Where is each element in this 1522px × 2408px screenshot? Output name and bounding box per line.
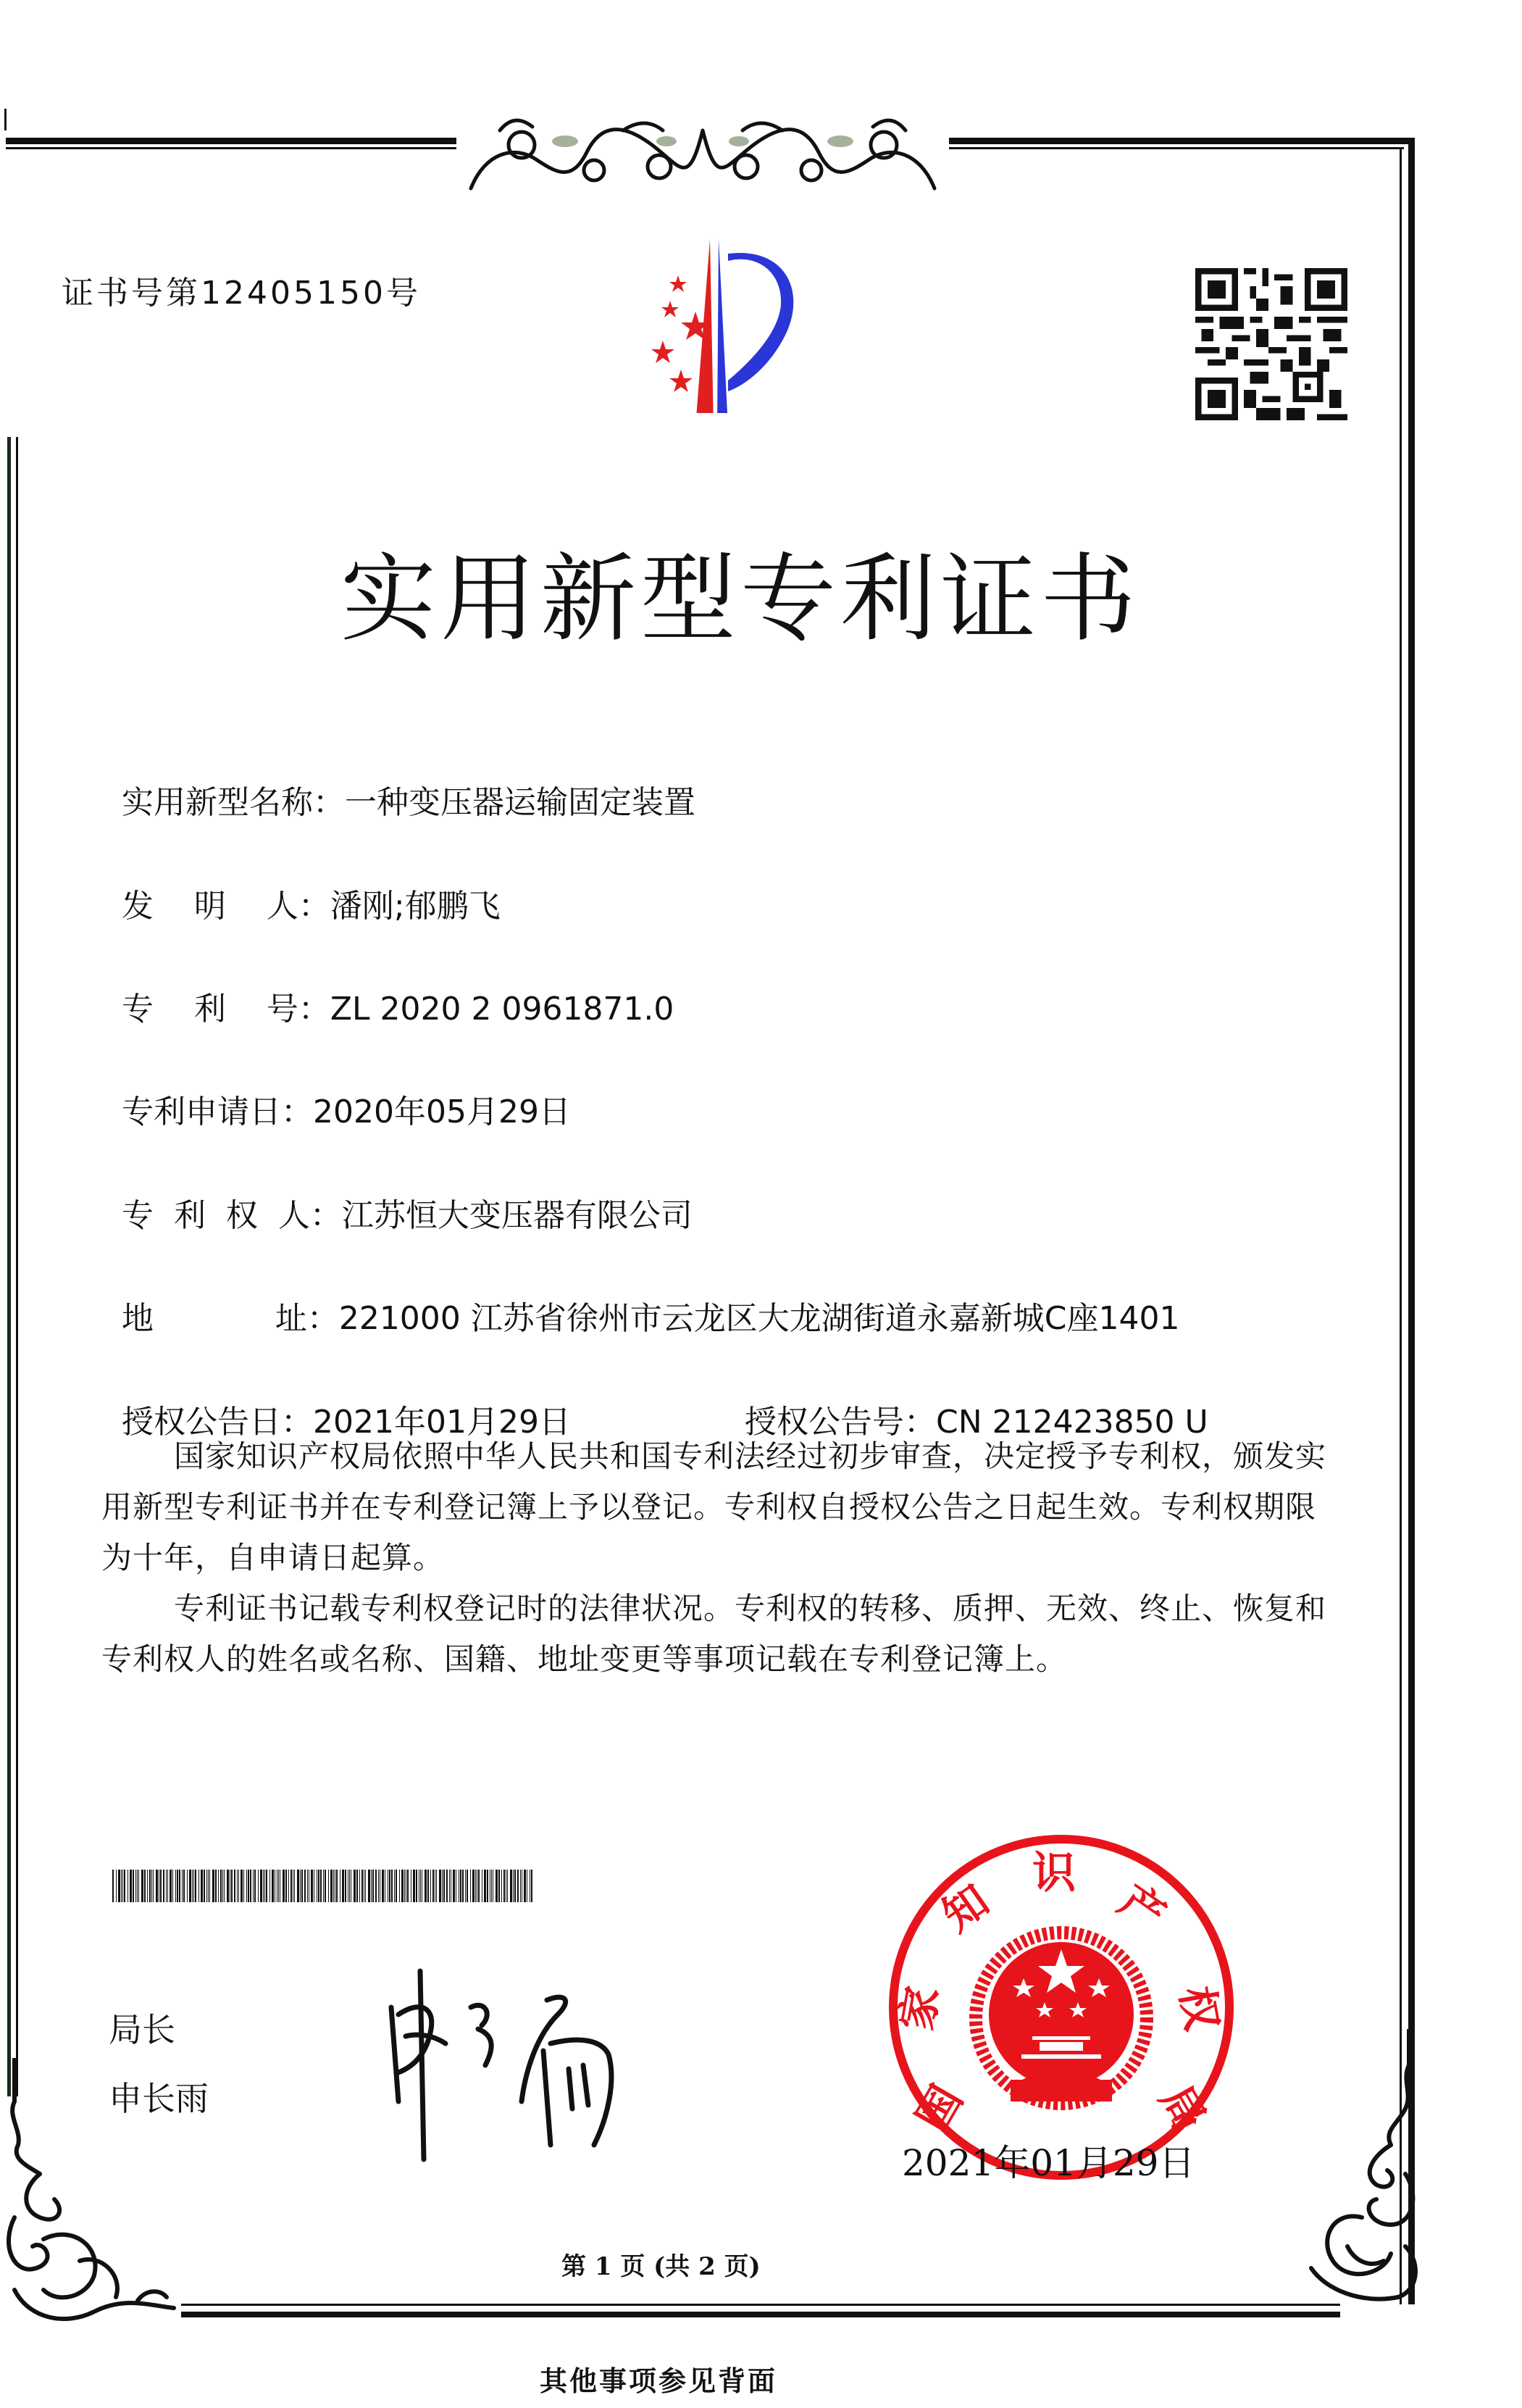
barcode-bar bbox=[475, 1870, 476, 1902]
field-utility-model-name bbox=[101, 739, 695, 822]
barcode-bar bbox=[215, 1870, 217, 1902]
barcode-bar bbox=[260, 1870, 262, 1902]
barcode-bar bbox=[462, 1870, 464, 1902]
field-grant-publication-number bbox=[724, 1359, 1208, 1442]
barcode-bar bbox=[401, 1870, 404, 1902]
barcode-bar bbox=[151, 1870, 152, 1902]
barcode-bar bbox=[222, 1870, 223, 1902]
barcode-bar bbox=[501, 1870, 502, 1902]
field-label: 地 址： bbox=[121, 1300, 339, 1337]
barcode-bar bbox=[472, 1870, 474, 1902]
barcode-bar bbox=[153, 1870, 154, 1902]
barcode-bar bbox=[243, 1870, 244, 1902]
barcode-bar bbox=[514, 1870, 516, 1902]
barcode-bar bbox=[432, 1870, 434, 1902]
field-value: 2020年05月29日 bbox=[312, 1093, 571, 1130]
dragon-ornament-icon bbox=[456, 101, 949, 203]
barcode-bar bbox=[359, 1870, 360, 1902]
barcode-bar bbox=[304, 1870, 306, 1902]
barcode-bar bbox=[206, 1870, 207, 1902]
field-label: 授权公告日： bbox=[121, 1404, 313, 1441]
barcode-bar bbox=[118, 1870, 120, 1902]
barcode-bar bbox=[300, 1870, 301, 1902]
frame-left-border-inner bbox=[16, 437, 18, 2096]
barcode-bar bbox=[420, 1870, 421, 1902]
barcode-bar bbox=[246, 1870, 247, 1902]
barcode-bar bbox=[496, 1870, 498, 1902]
barcode-bar bbox=[183, 1870, 185, 1902]
barcode-bar bbox=[372, 1870, 374, 1902]
barcode-bar bbox=[160, 1870, 162, 1902]
barcode-bar bbox=[283, 1870, 285, 1902]
barcode-bar bbox=[130, 1870, 132, 1902]
barcode-bar bbox=[275, 1870, 276, 1902]
barcode-bar bbox=[391, 1870, 393, 1902]
field-patentee bbox=[101, 1152, 693, 1236]
barcode-bar bbox=[425, 1870, 427, 1902]
barcode-bar bbox=[177, 1870, 178, 1902]
barcode-bar bbox=[491, 1870, 492, 1902]
field-value: 江苏恒大变压器有限公司 bbox=[341, 1197, 693, 1234]
barcode-bar bbox=[356, 1870, 358, 1902]
svg-text:产: 产 bbox=[1109, 1875, 1175, 1942]
svg-text:家: 家 bbox=[891, 1982, 949, 2035]
barcode-bar bbox=[278, 1870, 279, 1902]
barcode-bar bbox=[133, 1870, 134, 1902]
barcode-bar bbox=[272, 1870, 274, 1902]
certificate-title: 实用新型专利证书 bbox=[340, 543, 1140, 655]
barcode-bar bbox=[121, 1870, 122, 1902]
barcode-bar bbox=[368, 1870, 370, 1902]
barcode-bar bbox=[208, 1870, 209, 1902]
barcode-bar bbox=[198, 1870, 199, 1902]
barcode-bar bbox=[336, 1870, 338, 1902]
barcode-bar bbox=[513, 1870, 514, 1902]
barcode-bar bbox=[449, 1870, 450, 1902]
barcode-bar bbox=[288, 1870, 289, 1902]
footer-note: 其他事项参见背面 bbox=[540, 2365, 778, 2397]
barcode-bar bbox=[375, 1870, 377, 1902]
svg-text:知: 知 bbox=[933, 1875, 999, 1942]
barcode-bar bbox=[328, 1870, 329, 1902]
barcode-bar bbox=[294, 1870, 295, 1902]
qr-code-icon[interactable] bbox=[1195, 268, 1347, 420]
certificate-number: 证书号第12405150号 bbox=[62, 275, 421, 312]
barcode-bar bbox=[465, 1870, 466, 1902]
barcode-bar bbox=[297, 1870, 299, 1902]
barcode-bar bbox=[378, 1870, 379, 1902]
barcode-bar bbox=[507, 1870, 508, 1902]
barcode-bar bbox=[135, 1870, 136, 1902]
barcode-bar bbox=[250, 1870, 251, 1902]
barcode-bar bbox=[167, 1870, 168, 1902]
barcode-bar bbox=[470, 1870, 471, 1902]
svg-text:识: 识 bbox=[1032, 1848, 1076, 1899]
barcode-bar bbox=[307, 1870, 308, 1902]
field-label: 发 明 人： bbox=[121, 888, 330, 925]
barcode-bar bbox=[189, 1870, 191, 1902]
barcode-bar bbox=[179, 1870, 180, 1902]
barcode-bar bbox=[124, 1870, 125, 1902]
barcode-bar bbox=[517, 1870, 519, 1902]
barcode-bar bbox=[467, 1870, 468, 1902]
frame-left-border bbox=[7, 437, 11, 2096]
barcode-bar bbox=[460, 1870, 461, 1902]
barcode-bar bbox=[127, 1870, 128, 1902]
barcode-bar bbox=[218, 1870, 219, 1902]
barcode-bar bbox=[318, 1870, 319, 1902]
barcode-bar bbox=[427, 1870, 429, 1902]
barcode-bar bbox=[382, 1870, 384, 1902]
barcode-bar bbox=[166, 1870, 167, 1902]
barcode-bar bbox=[141, 1870, 143, 1902]
barcode-bar bbox=[137, 1870, 138, 1902]
seal-date: 2021年01月29日 bbox=[902, 2142, 1195, 2184]
field-patent-number bbox=[101, 946, 674, 1029]
barcode-bar bbox=[231, 1870, 233, 1902]
barcode-bar bbox=[453, 1870, 455, 1902]
barcode-bar bbox=[238, 1870, 239, 1902]
barcode-bar bbox=[187, 1870, 188, 1902]
barcode-bar bbox=[264, 1870, 265, 1902]
barcode-bar bbox=[182, 1870, 183, 1902]
field-label: 专利申请日： bbox=[121, 1093, 313, 1130]
field-label: 授权公告号： bbox=[744, 1404, 936, 1441]
barcode-bar bbox=[234, 1870, 235, 1902]
barcode-bar bbox=[443, 1870, 445, 1902]
frame-right-border-inner bbox=[1400, 147, 1402, 2304]
field-label: 专 利 号： bbox=[121, 991, 330, 1028]
field-value: 一种变压器运输固定装置 bbox=[344, 784, 695, 821]
barcode-bar bbox=[436, 1870, 437, 1902]
cnipa-logo-icon bbox=[609, 239, 848, 413]
barcode-bar bbox=[442, 1870, 443, 1902]
barcode-bar bbox=[195, 1870, 196, 1902]
barcode-bar bbox=[269, 1870, 270, 1902]
barcode-bar bbox=[285, 1870, 287, 1902]
field-label: 专 利 权 人： bbox=[121, 1197, 342, 1234]
barcode-bar bbox=[138, 1870, 139, 1902]
barcode-bar bbox=[248, 1870, 249, 1902]
field-value: ZL 2020 2 0961871.0 bbox=[330, 991, 674, 1028]
field-inventor bbox=[101, 843, 501, 926]
barcode-bar bbox=[487, 1870, 488, 1902]
barcode-bar bbox=[201, 1870, 203, 1902]
barcode-bar bbox=[349, 1870, 350, 1902]
barcode-bar bbox=[320, 1870, 322, 1902]
barcode-bar bbox=[193, 1870, 194, 1902]
barcode-bar bbox=[371, 1870, 372, 1902]
barcode-bar bbox=[290, 1870, 292, 1902]
barcode-bar bbox=[531, 1870, 532, 1902]
barcode-bar bbox=[430, 1870, 431, 1902]
barcode-bar bbox=[333, 1870, 334, 1902]
barcode-bar bbox=[354, 1870, 356, 1902]
barcode-bar bbox=[484, 1870, 486, 1902]
barcode-bar bbox=[163, 1870, 164, 1902]
barcode-bar bbox=[241, 1870, 243, 1902]
field-value: 221000 江苏省徐州市云龙区大龙湖街道永嘉新城C座1401 bbox=[338, 1300, 1180, 1337]
barcode-bar bbox=[258, 1870, 259, 1902]
barcode-bar bbox=[147, 1870, 148, 1902]
barcode-bar bbox=[311, 1870, 313, 1902]
legal-statement-1: 国家知识产权局依照中华人民共和国专利法经过初步审查，决定授予专利权，颁发实用新型专利证书并在专利登记簿上予以登记。专利权自授权公告之日起生效。专利权期限为十年，自申请日起算。 bbox=[101, 1438, 1327, 1575]
barcode-bar bbox=[266, 1870, 267, 1902]
barcode-bar bbox=[404, 1870, 405, 1902]
frame-bottom-border-inner bbox=[181, 2304, 1340, 2306]
barcode-bar bbox=[498, 1870, 500, 1902]
barcode-bar bbox=[253, 1870, 254, 1902]
signatory-title: 局长 bbox=[109, 2010, 175, 2049]
barcode-bar bbox=[399, 1870, 400, 1902]
barcode-bar bbox=[227, 1870, 229, 1902]
barcode-icon bbox=[112, 1870, 532, 1902]
signature-icon bbox=[377, 1957, 739, 2174]
barcode-bar bbox=[156, 1870, 158, 1902]
barcode-bar bbox=[389, 1870, 390, 1902]
field-value: 潘刚;郁鹏飞 bbox=[330, 888, 501, 925]
barcode-bar bbox=[122, 1870, 123, 1902]
barcode-bar bbox=[112, 1870, 114, 1902]
barcode-bar bbox=[325, 1870, 326, 1902]
barcode-bar bbox=[416, 1870, 417, 1902]
barcode-bar bbox=[224, 1870, 225, 1902]
barcode-bar bbox=[192, 1870, 193, 1902]
barcode-bar bbox=[396, 1870, 397, 1902]
frame-bottom-border bbox=[181, 2312, 1340, 2317]
barcode-bar bbox=[212, 1870, 214, 1902]
barcode-bar bbox=[175, 1870, 176, 1902]
svg-text:权: 权 bbox=[1170, 1982, 1228, 2035]
barcode-bar bbox=[407, 1870, 409, 1902]
field-address bbox=[101, 1255, 1179, 1338]
barcode-bar bbox=[345, 1870, 346, 1902]
svg-text:局: 局 bbox=[1150, 2077, 1216, 2141]
barcode-bar bbox=[361, 1870, 363, 1902]
barcode-bar bbox=[220, 1870, 222, 1902]
frame-right-border bbox=[1408, 138, 1415, 2304]
field-label: 实用新型名称： bbox=[121, 784, 345, 821]
barcode-bar bbox=[301, 1870, 303, 1902]
barcode-bar bbox=[520, 1870, 521, 1902]
barcode-bar bbox=[170, 1870, 172, 1902]
field-value: CN 212423850 U bbox=[935, 1404, 1208, 1441]
barcode-bar bbox=[149, 1870, 151, 1902]
barcode-bar bbox=[478, 1870, 480, 1902]
barcode-bar bbox=[323, 1870, 324, 1902]
barcode-bar bbox=[503, 1870, 505, 1902]
barcode-bar bbox=[439, 1870, 441, 1902]
svg-text:国: 国 bbox=[907, 2077, 973, 2141]
barcode-bar bbox=[263, 1870, 264, 1902]
signatory-name: 申长雨 bbox=[109, 2079, 209, 2118]
barcode-bar bbox=[237, 1870, 238, 1902]
barcode-bar bbox=[524, 1870, 526, 1902]
corner-ornament-icon bbox=[1304, 2029, 1427, 2319]
field-value: 2021年01月29日 bbox=[312, 1404, 571, 1441]
barcode-bar bbox=[330, 1870, 333, 1902]
page-indicator: 第 1 页 (共 2 页) bbox=[561, 2252, 761, 2281]
barcode-bar bbox=[204, 1870, 205, 1902]
frame-left-stub bbox=[4, 109, 7, 130]
field-grant-date bbox=[101, 1359, 571, 1442]
barcode-bar bbox=[394, 1870, 395, 1902]
barcode-bar bbox=[413, 1870, 415, 1902]
barcode-bar bbox=[116, 1870, 117, 1902]
barcode-bar bbox=[144, 1870, 146, 1902]
barcode-bar bbox=[510, 1870, 512, 1902]
corner-ornament-icon bbox=[0, 2058, 188, 2333]
barcode-bar bbox=[446, 1870, 448, 1902]
field-application-date bbox=[101, 1049, 571, 1132]
barcode-bar bbox=[172, 1870, 173, 1902]
barcode-bar bbox=[254, 1870, 256, 1902]
barcode-bar bbox=[342, 1870, 344, 1902]
barcode-bar bbox=[365, 1870, 366, 1902]
barcode-bar bbox=[209, 1870, 210, 1902]
legal-statement-2: 专利证书记载专利权登记时的法律状况。专利权的转移、质押、无效、终止、恢复和专利权人的姓名或名称、国籍、地址变更等事项记载在专利登记簿上。 bbox=[101, 1591, 1327, 1677]
